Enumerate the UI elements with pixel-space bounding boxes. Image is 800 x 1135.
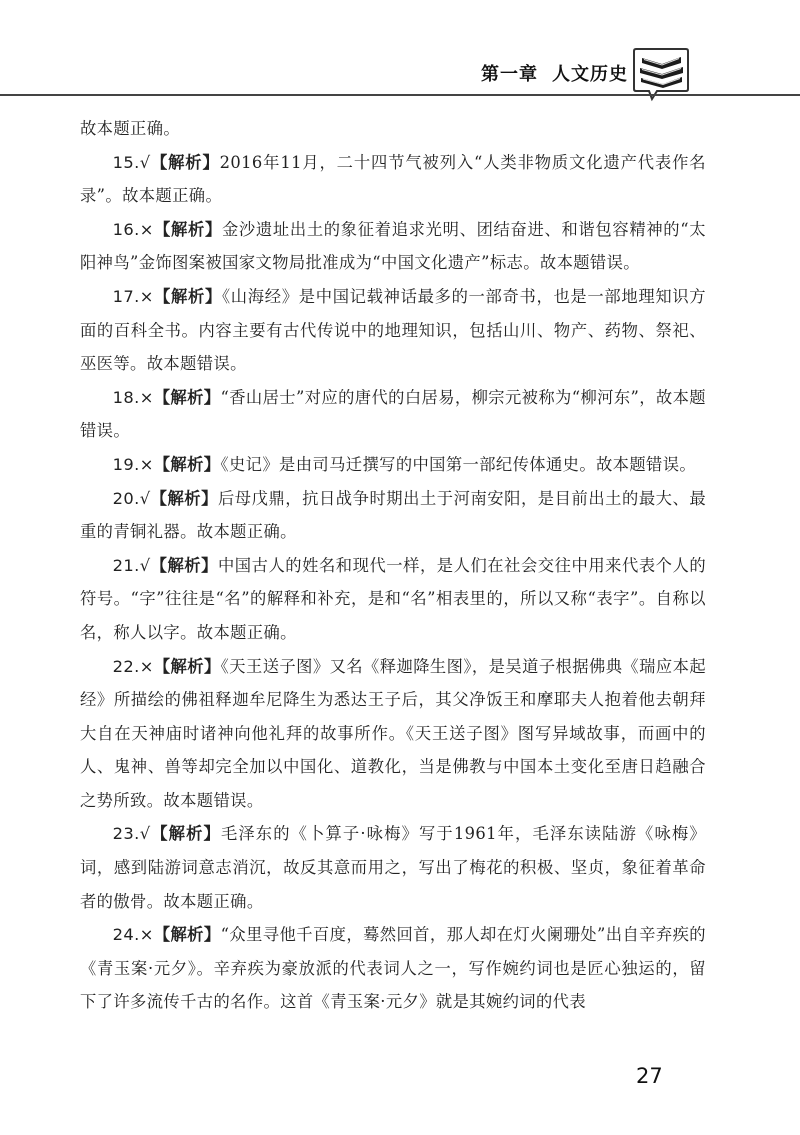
entry-text: 后母戊鼎，抗日战争时期出土于河南安阳，是目前出土的最大、最重的青铜礼器。故本题正确。 (80, 488, 706, 542)
entry-text: 《山海经》是中国记载神话最多的一部奇书，也是一部地理知识方面的百科全书。内容主要有古代传说中的地理知识，包括山川、物产、药物、祭祀、巫医等。故本题错误。 (80, 286, 706, 374)
answer-mark: × (139, 219, 154, 239)
answer-entry (80, 482, 706, 549)
entry-text: “香山居士”对应的唐代的白居易，柳宗元被称为“柳河东”，故本题错误。 (80, 387, 706, 441)
analysis-tag: 【解析】 (153, 387, 221, 407)
answer-mark: × (139, 925, 154, 945)
answer-mark: √ (139, 488, 151, 508)
entry-text: 中国古人的姓名和现代一样，是人们在社会交往中用来代表个人的符号。“字”往往是“名”的解释和补充，是和“名”相表里的，所以又称“表字”。自称以名，称人以字。故本题正确。 (80, 555, 706, 642)
analysis-tag: 【解析】 (153, 925, 221, 945)
analysis-tag: 【解析】 (150, 152, 220, 172)
answer-entry (80, 280, 706, 381)
entry-number: 20. (112, 488, 140, 508)
answer-mark: √ (139, 152, 151, 172)
answer-mark: √ (139, 555, 151, 575)
entry-number: 17. (112, 286, 140, 306)
entry-number: 22. (112, 656, 140, 676)
answer-mark: × (139, 286, 154, 306)
answer-entry (80, 146, 706, 213)
answer-mark: × (139, 454, 154, 474)
entry-number: 19. (112, 454, 140, 474)
analysis-tag: 【解析】 (153, 454, 221, 474)
analysis-tag: 【解析】 (153, 286, 222, 306)
answer-entry (80, 549, 706, 650)
chapter-heading (481, 60, 628, 86)
entry-text: “众里寻他千百度，蓦然回首，那人却在灯火阑珊处”出自辛弃疾的《青玉案·元夕》。辛弃疾为豪放派的代表词人之一，写作婉约词也是匠心独运的，留下了许多流传千古的名作。这首《青玉案·元夕》就是其婉约词的代表 (80, 925, 706, 1012)
analysis-tag: 【解析】 (153, 656, 221, 676)
entry-number: 24. (112, 925, 140, 945)
answer-list (80, 112, 706, 1019)
answer-mark: × (139, 656, 154, 676)
header-rule (0, 94, 800, 96)
answer-entry (80, 448, 706, 482)
entries (80, 146, 706, 1019)
entry-text: 《史记》是由司马迁撰写的中国第一部纪传体通史。故本题错误。 (220, 454, 697, 474)
answer-entry (80, 650, 706, 818)
answer-entry (80, 213, 706, 280)
entry-number: 16. (112, 219, 140, 239)
answer-entry (80, 918, 706, 1019)
entry-number: 18. (112, 387, 140, 407)
entry-text: 金沙遗址出土的象征着追求光明、团结奋进、和谐包容精神的“太阳神鸟”金饰图案被国家文物局批准成为“中国文化遗产”标志。故本题错误。 (80, 219, 706, 273)
page-number: 27 (636, 1064, 663, 1088)
entry-text: 毛泽东的《卜算子·咏梅》写于1961年，毛泽东读陆游《咏梅》词，感到陆游词意志消沉，故反其意而用之，写出了梅花的积极、坚贞，象征着革命者的傲骨。故本题正确。 (80, 824, 706, 911)
analysis-tag: 【解析】 (150, 824, 221, 844)
entry-number: 21. (112, 555, 140, 575)
analysis-tag: 【解析】 (150, 555, 218, 575)
answer-mark: × (139, 387, 154, 407)
answer-entry (80, 381, 706, 448)
answer-entry (80, 817, 706, 918)
entry-number: 15. (112, 152, 140, 172)
entry-text: 2016年11月，二十四节气被列入“人类非物质文化遗产代表作名录”。故本题正确。 (80, 152, 706, 206)
analysis-tag: 【解析】 (150, 488, 218, 508)
analysis-tag: 【解析】 (153, 219, 222, 239)
chapter-number: 第一章 (481, 64, 538, 85)
lead-text: 故本题正确。 (80, 119, 181, 138)
answer-mark: √ (139, 824, 151, 844)
chapter-title: 人文历史 (552, 64, 628, 85)
entry-text: 《天王送子图》又名《释迦降生图》，是吴道子根据佛典《瑞应本起经》所描绘的佛祖释迦牟尼降生为悉达王子后，其父净饭王和摩耶夫人抱着他去朝拜大自在天神庙时诸神向他礼拜的故事所作。《天王送子图》图写异域故事，而画中的人、鬼神、兽等却完全加以中国化、道教化，当是佛教与中国本土变化至唐日趋融合之势所致。故本题错误。 (80, 656, 706, 810)
entry-number: 23. (112, 824, 140, 844)
page-header (0, 0, 800, 100)
